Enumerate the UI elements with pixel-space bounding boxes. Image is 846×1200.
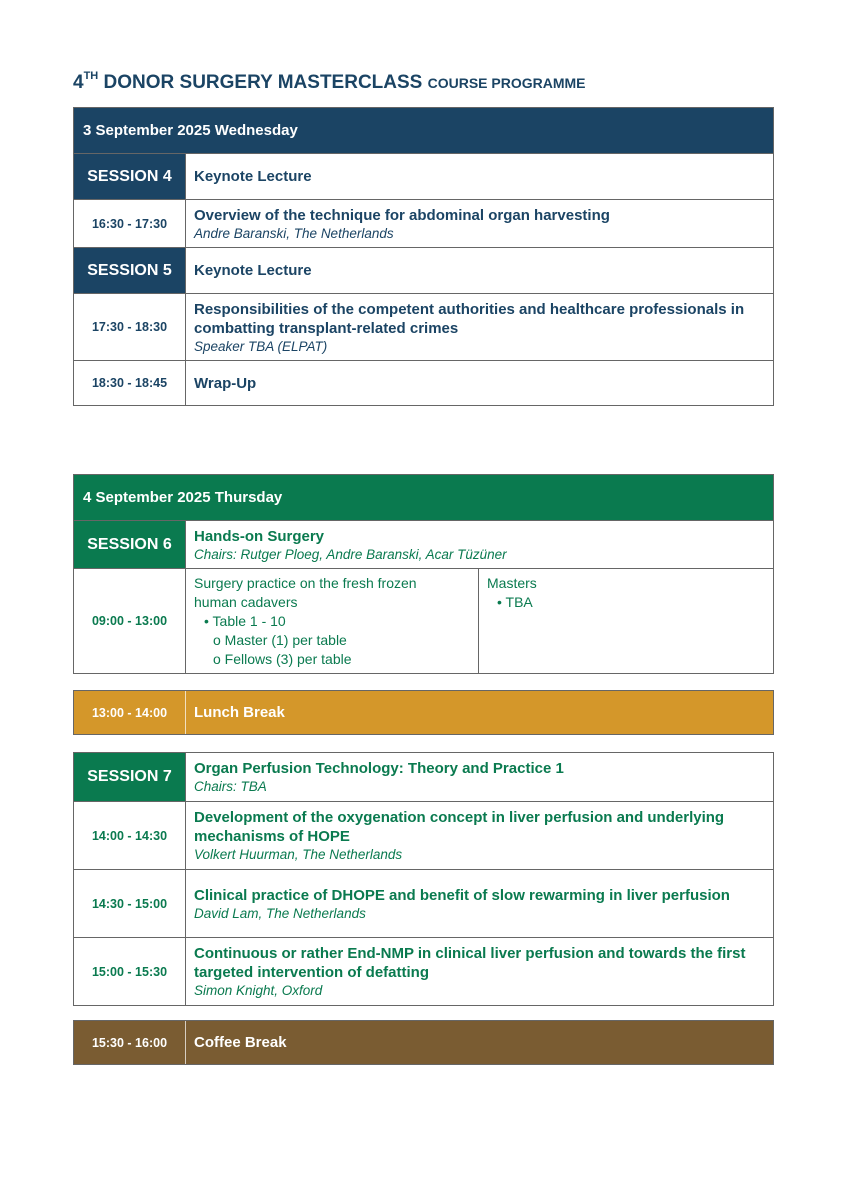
talk2-row <box>74 293 773 360</box>
talk5-time: 15:00 - 15:30 <box>74 938 186 1005</box>
day2-header: 4 September 2025 Thursday <box>74 475 773 520</box>
lunch-label: Lunch Break <box>194 704 285 721</box>
masters-label: Masters <box>487 575 537 591</box>
session6-title: Hands-on Surgery <box>194 527 325 545</box>
talk5-row <box>74 937 773 1005</box>
talk2-speaker: Speaker TBA (ELPAT) <box>194 338 328 354</box>
lunch-time: 13:00 - 14:00 <box>74 691 186 734</box>
session6-label: SESSION 6 <box>74 521 186 568</box>
talk2-time: 17:30 - 18:30 <box>74 294 186 360</box>
practice-line1: Surgery practice on the fresh frozen <box>194 575 417 591</box>
session7-title: Organ Perfusion Technology: Theory and Practice 1 <box>194 760 564 777</box>
page-title <box>73 72 586 94</box>
talk5-title: Continuous or rather End-NMP in clinical liver perfusion and towards the first targeted intervention of defatting <box>194 945 746 981</box>
title-sub: COURSE PROGRAMME <box>427 75 586 91</box>
talk2-title: Responsibilities of the competent authorities and healthcare professionals in combatting transplant-related crimes <box>194 300 745 337</box>
session7-row <box>74 753 773 801</box>
day1-header: 3 September 2025 Wednesday <box>74 108 773 153</box>
coffee-time: 15:30 - 16:00 <box>74 1021 186 1064</box>
session4-row <box>74 153 773 199</box>
session5-row <box>74 247 773 293</box>
masters-cell <box>479 569 545 673</box>
talk1-row <box>74 199 773 247</box>
coffee-label: Coffee Break <box>194 1034 287 1051</box>
session4-label: SESSION 4 <box>74 154 186 199</box>
practice-sub1: o Master (1) per table <box>213 632 347 648</box>
day1-table <box>73 107 774 406</box>
practice-line2: human cadavers <box>194 594 298 610</box>
practice-sub2: o Fellows (3) per table <box>213 651 352 667</box>
session6-chairs: Chairs: Rutger Ploeg, Andre Baranski, Acar Tüzüner <box>194 546 507 562</box>
title-ordinal: 4 <box>73 72 84 93</box>
talk4-title: Clinical practice of DHOPE and benefit of slow rewarming in liver perfusion <box>194 886 730 904</box>
talk1-speaker: Andre Baranski, The Netherlands <box>194 225 394 241</box>
talk4-speaker: David Lam, The Netherlands <box>194 905 366 921</box>
talk1-time: 16:30 - 17:30 <box>74 200 186 247</box>
wrapup-time: 18:30 - 18:45 <box>74 361 186 405</box>
practice-bullet: • Table 1 - 10 <box>204 613 286 629</box>
session6-row <box>74 520 773 568</box>
talk1-title: Overview of the technique for abdominal organ harvesting <box>194 206 610 224</box>
talk4-time: 14:30 - 15:00 <box>74 870 186 937</box>
practice-details <box>186 569 479 673</box>
practice-time: 09:00 - 13:00 <box>74 569 186 673</box>
wrapup-row <box>74 360 773 405</box>
title-main: DONOR SURGERY MASTERCLASS <box>103 72 423 93</box>
talk3-speaker: Volkert Huurman, The Netherlands <box>194 847 403 862</box>
day2-table <box>73 474 774 674</box>
wrapup-title: Wrap-Up <box>194 374 257 392</box>
talk3-row <box>74 801 773 869</box>
coffee-break-row <box>73 1020 774 1065</box>
talk3-title: Development of the oxygenation concept in liver perfusion and underlying mechanisms of HOPE <box>194 809 725 845</box>
session5-title: Keynote Lecture <box>194 262 312 279</box>
talk5-speaker: Simon Knight, Oxford <box>194 983 323 998</box>
session7-label: SESSION 7 <box>74 753 186 801</box>
masters-bullet: • TBA <box>497 594 533 610</box>
talk4-row <box>74 869 773 937</box>
session5-label: SESSION 5 <box>74 248 186 293</box>
talk3-time: 14:00 - 14:30 <box>74 802 186 869</box>
session7-chairs: Chairs: TBA <box>194 779 267 794</box>
session7-table <box>73 752 774 1006</box>
practice-row <box>74 568 773 673</box>
session4-title: Keynote Lecture <box>194 168 312 185</box>
title-ordinal-suffix: TH <box>83 70 99 82</box>
lunch-break-row <box>73 690 774 735</box>
